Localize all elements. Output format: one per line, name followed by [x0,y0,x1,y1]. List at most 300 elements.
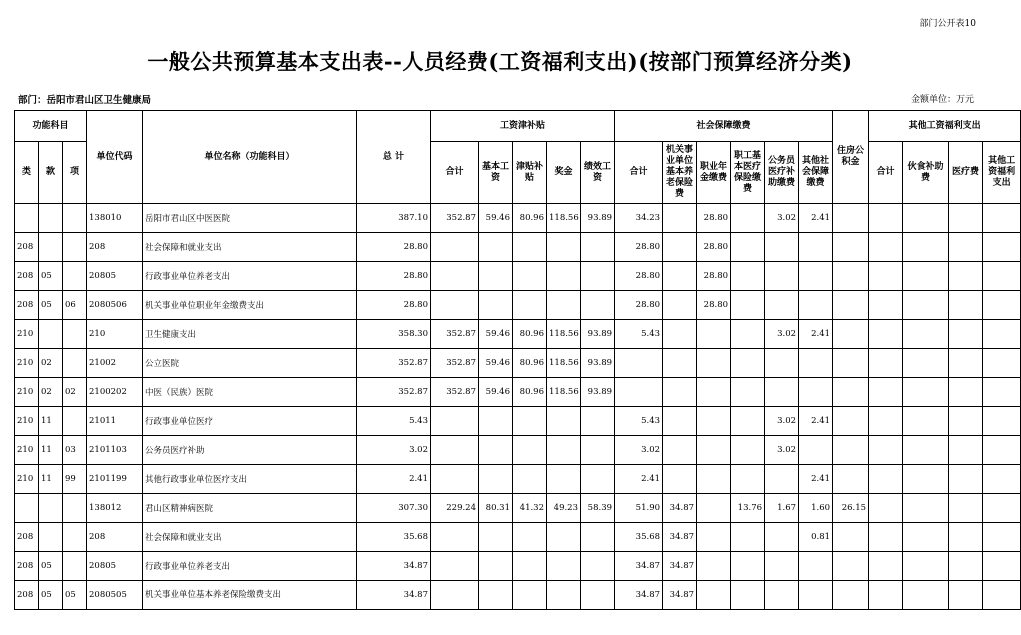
cell-lei: 208 [15,233,39,262]
cell-other-social: 2.41 [799,465,833,494]
cell-medical-fee [949,523,983,552]
cell-medical-fee [949,378,983,407]
cell-medical-staff [731,291,765,320]
cell-bonus [547,262,581,291]
cell-social-sum: 34.23 [615,204,663,233]
header-meal: 伙食补助费 [903,142,949,204]
cell-meal [903,552,949,581]
cell-unit-code: 2101199 [87,465,143,494]
cell-housing [833,291,869,320]
cell-unit-code: 20805 [87,552,143,581]
header-wage-group: 工资津补贴 [431,111,615,142]
cell-total: 352.87 [357,349,431,378]
cell-other-sum [869,204,903,233]
cell-meal [903,494,949,523]
cell-medical-staff [731,349,765,378]
cell-xiang: 05 [63,581,87,610]
cell-meal [903,262,949,291]
cell-allowance: 80.96 [513,320,547,349]
cell-total: 387.10 [357,204,431,233]
cell-basic-wage: 59.46 [479,204,513,233]
cell-other-social [799,233,833,262]
cell-medical-staff [731,465,765,494]
cell-performance: 58.39 [581,494,615,523]
cell-medical-fee [949,204,983,233]
cell-xiang [63,349,87,378]
cell-unit-name: 社会保障和就业支出 [143,233,357,262]
cell-annuity [697,523,731,552]
cell-allowance [513,523,547,552]
cell-total: 34.87 [357,581,431,610]
table-row [15,465,1021,494]
cell-pension: 34.87 [663,581,697,610]
cell-annuity: 28.80 [697,204,731,233]
cell-civil-medical: 1.67 [765,494,799,523]
header-civil-medical: 公务员医疗补助缴费 [765,142,799,204]
cell-other-welfare [983,407,1021,436]
cell-other-social: 1.60 [799,494,833,523]
cell-bonus: 118.56 [547,349,581,378]
header-wage-sum: 合计 [431,142,479,204]
table-row [15,204,1021,233]
cell-other-welfare [983,581,1021,610]
cell-annuity [697,349,731,378]
cell-other-social [799,436,833,465]
cell-allowance: 41.32 [513,494,547,523]
table-row [15,349,1021,378]
cell-other-sum [869,262,903,291]
cell-basic-wage [479,523,513,552]
header-pension: 机关事业单位基本养老保险费 [663,142,697,204]
cell-lei: 208 [15,552,39,581]
cell-other-welfare [983,494,1021,523]
table-row [15,320,1021,349]
cell-wage-sum: 352.87 [431,378,479,407]
cell-xiang [63,320,87,349]
cell-other-sum [869,233,903,262]
page-title: 一般公共预算基本支出表--人员经费(工资福利支出)(按部门预算经济分类) [147,49,853,74]
cell-allowance [513,465,547,494]
cell-meal [903,204,949,233]
cell-performance [581,407,615,436]
table-row [15,291,1021,320]
cell-basic-wage [479,552,513,581]
cell-unit-code: 210 [87,320,143,349]
cell-housing [833,262,869,291]
cell-other-welfare [983,523,1021,552]
cell-performance: 93.89 [581,320,615,349]
cell-other-welfare [983,320,1021,349]
cell-kuan: 11 [39,465,63,494]
cell-xiang [63,262,87,291]
cell-annuity: 28.80 [697,291,731,320]
cell-other-welfare [983,291,1021,320]
cell-civil-medical [765,262,799,291]
cell-medical-fee [949,494,983,523]
cell-total: 28.80 [357,233,431,262]
cell-performance: 93.89 [581,204,615,233]
cell-allowance: 80.96 [513,349,547,378]
cell-pension [663,204,697,233]
cell-total: 358.30 [357,320,431,349]
cell-wage-sum: 229.24 [431,494,479,523]
cell-civil-medical [765,349,799,378]
cell-civil-medical [765,552,799,581]
header-other-social: 其他社会保障缴费 [799,142,833,204]
cell-bonus [547,581,581,610]
cell-wage-sum [431,581,479,610]
cell-other-social [799,262,833,291]
cell-housing [833,407,869,436]
header-performance: 绩效工资 [581,142,615,204]
cell-meal [903,465,949,494]
cell-other-social [799,349,833,378]
cell-wage-sum [431,523,479,552]
cell-other-sum [869,523,903,552]
cell-medical-staff [731,233,765,262]
table-row [15,262,1021,291]
cell-basic-wage: 80.31 [479,494,513,523]
cell-lei: 208 [15,523,39,552]
cell-xiang: 03 [63,436,87,465]
cell-bonus [547,436,581,465]
cell-meal [903,349,949,378]
cell-basic-wage [479,465,513,494]
cell-civil-medical [765,581,799,610]
cell-pension [663,262,697,291]
cell-housing [833,320,869,349]
cell-total: 28.80 [357,262,431,291]
cell-bonus [547,552,581,581]
cell-kuan: 02 [39,378,63,407]
cell-performance [581,552,615,581]
cell-lei: 210 [15,378,39,407]
cell-kuan: 11 [39,407,63,436]
cell-unit-name: 卫生健康支出 [143,320,357,349]
cell-allowance [513,552,547,581]
header-lei: 类 [15,142,39,204]
cell-allowance [513,291,547,320]
cell-bonus: 49.23 [547,494,581,523]
cell-medical-fee [949,552,983,581]
cell-other-sum [869,320,903,349]
cell-meal [903,581,949,610]
cell-unit-name: 机关事业单位基本养老保险缴费支出 [143,581,357,610]
cell-unit-code: 208 [87,233,143,262]
cell-pension [663,320,697,349]
cell-civil-medical: 3.02 [765,436,799,465]
cell-other-social [799,552,833,581]
cell-meal [903,407,949,436]
cell-pension [663,407,697,436]
cell-housing [833,523,869,552]
cell-allowance: 80.96 [513,378,547,407]
cell-medical-fee [949,320,983,349]
cell-xiang [63,552,87,581]
cell-total: 3.02 [357,436,431,465]
cell-medical-staff [731,320,765,349]
cell-housing [833,436,869,465]
cell-performance [581,581,615,610]
table-row [15,378,1021,407]
table-row [15,233,1021,262]
cell-kuan [39,494,63,523]
table-row [15,436,1021,465]
cell-social-sum: 28.80 [615,262,663,291]
cell-unit-name: 公务员医疗补助 [143,436,357,465]
cell-lei: 210 [15,349,39,378]
cell-allowance: 80.96 [513,204,547,233]
department-label: 部门：岳阳市君山区卫生健康局 [18,95,152,106]
cell-annuity [697,581,731,610]
cell-wage-sum [431,552,479,581]
cell-performance [581,291,615,320]
header-allowance: 津贴补贴 [513,142,547,204]
cell-unit-name: 行政事业单位养老支出 [143,262,357,291]
cell-xiang: 06 [63,291,87,320]
cell-other-sum [869,494,903,523]
cell-medical-staff [731,262,765,291]
header-housing: 住房公积金 [833,111,869,204]
cell-unit-code: 138010 [87,204,143,233]
cell-social-sum: 5.43 [615,407,663,436]
cell-social-sum: 3.02 [615,436,663,465]
cell-lei: 210 [15,407,39,436]
cell-civil-medical [765,465,799,494]
cell-bonus: 118.56 [547,378,581,407]
cell-annuity [697,378,731,407]
cell-meal [903,291,949,320]
cell-social-sum: 2.41 [615,465,663,494]
cell-bonus: 118.56 [547,204,581,233]
cell-basic-wage [479,233,513,262]
header-func-subject: 功能科目 [15,111,87,142]
cell-xiang: 99 [63,465,87,494]
cell-pension [663,233,697,262]
cell-meal [903,320,949,349]
cell-other-welfare [983,204,1021,233]
cell-medical-fee [949,349,983,378]
cell-xiang [63,523,87,552]
cell-basic-wage: 59.46 [479,320,513,349]
cell-lei: 208 [15,581,39,610]
cell-other-sum [869,291,903,320]
table-row [15,494,1021,523]
cell-social-sum: 34.87 [615,581,663,610]
cell-xiang [63,233,87,262]
cell-lei: 210 [15,436,39,465]
cell-total: 28.80 [357,291,431,320]
cell-wage-sum: 352.87 [431,349,479,378]
cell-meal [903,233,949,262]
cell-other-social: 0.81 [799,523,833,552]
cell-pension [663,378,697,407]
table-row [15,552,1021,581]
amount-unit-label: 金额单位：万元 [910,95,974,105]
cell-unit-name: 中医（民族）医院 [143,378,357,407]
cell-medical-fee [949,407,983,436]
cell-kuan: 05 [39,262,63,291]
cell-kuan: 11 [39,436,63,465]
cell-lei [15,204,39,233]
cell-civil-medical [765,291,799,320]
cell-other-sum [869,552,903,581]
header-kuan: 款 [39,142,63,204]
header-social-group: 社会保障缴费 [615,111,833,142]
cell-kuan [39,233,63,262]
header-social-sum: 合计 [615,142,663,204]
cell-housing [833,204,869,233]
cell-wage-sum [431,262,479,291]
cell-other-welfare [983,262,1021,291]
cell-other-sum [869,349,903,378]
cell-performance: 93.89 [581,349,615,378]
cell-other-welfare [983,349,1021,378]
cell-civil-medical: 3.02 [765,407,799,436]
cell-xiang [63,204,87,233]
cell-medical-fee [949,291,983,320]
budget-table [14,110,1021,610]
cell-other-welfare [983,378,1021,407]
cell-medical-staff [731,581,765,610]
cell-kuan: 05 [39,552,63,581]
cell-allowance [513,407,547,436]
cell-civil-medical [765,233,799,262]
cell-unit-code: 138012 [87,494,143,523]
cell-unit-name: 岳阳市君山区中医医院 [143,204,357,233]
cell-performance [581,523,615,552]
cell-unit-code: 21002 [87,349,143,378]
cell-social-sum: 35.68 [615,523,663,552]
cell-basic-wage [479,407,513,436]
cell-annuity: 28.80 [697,233,731,262]
cell-unit-code: 208 [87,523,143,552]
cell-kuan [39,204,63,233]
cell-wage-sum [431,233,479,262]
cell-unit-code: 2080505 [87,581,143,610]
cell-unit-name: 行政事业单位医疗 [143,407,357,436]
cell-basic-wage: 59.46 [479,378,513,407]
cell-kuan [39,320,63,349]
cell-civil-medical [765,523,799,552]
cell-xiang: 02 [63,378,87,407]
cell-annuity [697,465,731,494]
cell-allowance [513,436,547,465]
cell-pension [663,465,697,494]
cell-unit-name: 其他行政事业单位医疗支出 [143,465,357,494]
form-number: 部门公开表10 [919,19,976,29]
header-unit-name: 单位名称（功能科目） [143,111,357,204]
cell-other-sum [869,378,903,407]
cell-bonus [547,465,581,494]
cell-medical-staff [731,378,765,407]
cell-civil-medical: 3.02 [765,204,799,233]
cell-allowance [513,262,547,291]
cell-basic-wage [479,581,513,610]
cell-other-welfare [983,436,1021,465]
cell-allowance [513,581,547,610]
cell-unit-name: 公立医院 [143,349,357,378]
cell-unit-name: 社会保障和就业支出 [143,523,357,552]
cell-kuan: 05 [39,291,63,320]
cell-performance [581,262,615,291]
cell-medical-staff [731,204,765,233]
cell-unit-code: 2080506 [87,291,143,320]
table-row [15,581,1021,610]
cell-wage-sum: 352.87 [431,204,479,233]
cell-kuan [39,523,63,552]
cell-basic-wage [479,291,513,320]
cell-medical-fee [949,465,983,494]
cell-other-social: 2.41 [799,320,833,349]
header-bonus: 奖金 [547,142,581,204]
cell-basic-wage: 59.46 [479,349,513,378]
cell-housing [833,349,869,378]
cell-medical-fee [949,262,983,291]
cell-pension: 34.87 [663,552,697,581]
cell-social-sum: 28.80 [615,233,663,262]
cell-wage-sum [431,436,479,465]
cell-housing [833,581,869,610]
header-medical-fee: 医疗费 [949,142,983,204]
cell-lei: 208 [15,262,39,291]
header-other-welfare: 其他工资福利支出 [983,142,1021,204]
cell-unit-code: 2101103 [87,436,143,465]
cell-bonus [547,407,581,436]
cell-annuity [697,320,731,349]
cell-social-sum: 5.43 [615,320,663,349]
cell-unit-code: 20805 [87,262,143,291]
cell-kuan: 05 [39,581,63,610]
cell-basic-wage [479,436,513,465]
cell-other-sum [869,465,903,494]
cell-xiang [63,407,87,436]
cell-total: 34.87 [357,552,431,581]
cell-other-welfare [983,552,1021,581]
cell-other-welfare [983,465,1021,494]
cell-total: 5.43 [357,407,431,436]
cell-meal [903,378,949,407]
cell-performance [581,233,615,262]
cell-unit-name: 君山区精神病医院 [143,494,357,523]
cell-meal [903,523,949,552]
cell-other-social [799,378,833,407]
cell-total: 307.30 [357,494,431,523]
cell-housing [833,233,869,262]
header-medical-staff: 职工基本医疗保险缴费 [731,142,765,204]
cell-other-sum [869,436,903,465]
table-row [15,523,1021,552]
cell-other-social: 2.41 [799,204,833,233]
cell-bonus: 118.56 [547,320,581,349]
header-other-sum: 合计 [869,142,903,204]
header-total: 总 计 [357,111,431,204]
cell-performance [581,436,615,465]
cell-annuity: 28.80 [697,262,731,291]
cell-social-sum [615,349,663,378]
cell-pension: 34.87 [663,494,697,523]
cell-social-sum [615,378,663,407]
cell-social-sum: 34.87 [615,552,663,581]
cell-allowance [513,233,547,262]
header-annuity: 职业年金缴费 [697,142,731,204]
cell-pension [663,349,697,378]
cell-civil-medical [765,378,799,407]
cell-lei [15,494,39,523]
cell-other-social [799,291,833,320]
cell-bonus [547,233,581,262]
cell-housing [833,552,869,581]
